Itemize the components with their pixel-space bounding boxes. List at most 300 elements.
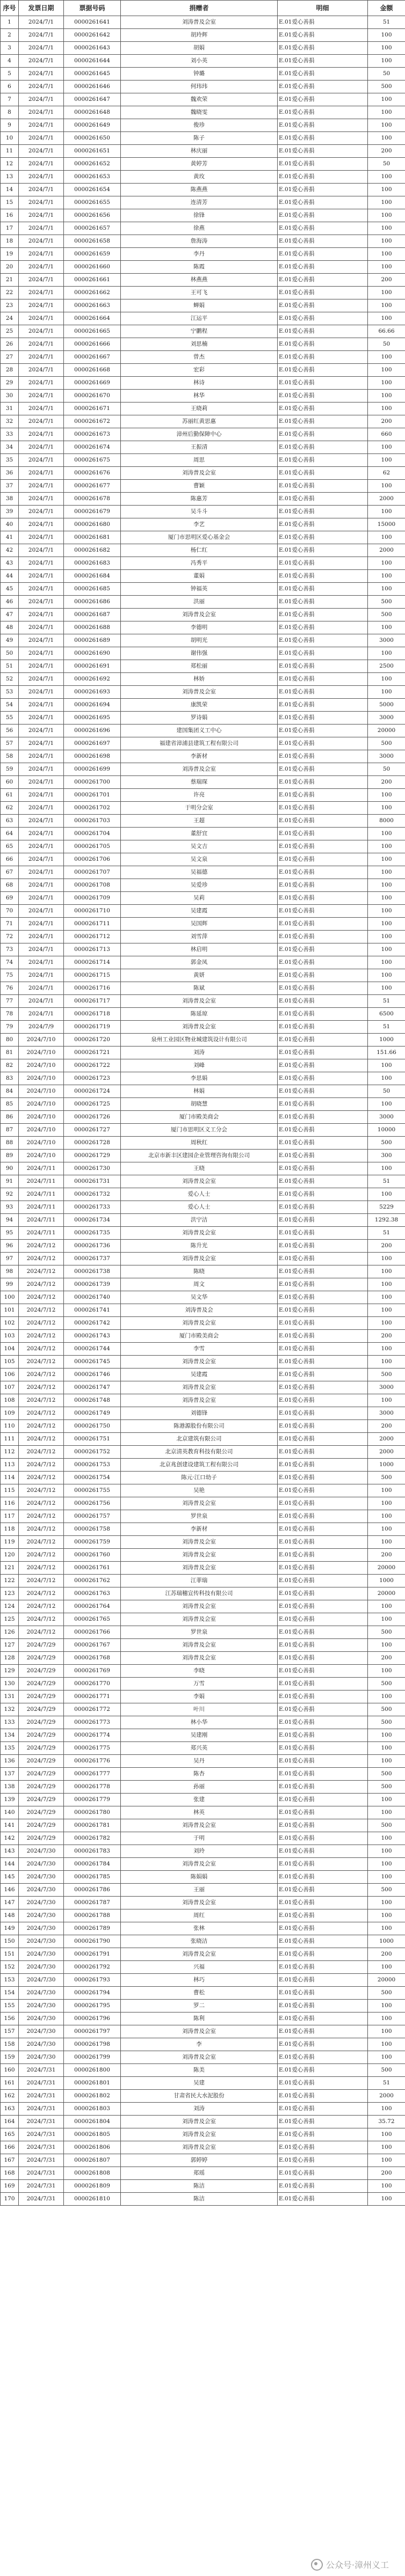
cell-amount: 100 [368, 1394, 405, 1407]
cell-detail: E.01爱心善捐 [278, 119, 368, 132]
table-row [1, 16, 405, 29]
table-row [1, 1781, 405, 1794]
cell-index: 121 [1, 1562, 19, 1575]
cell-index: 34 [1, 441, 19, 454]
cell-amount: 100 [368, 1729, 405, 1742]
cell-amount: 3000 [368, 712, 405, 724]
cell-receipt-number: 0000261641 [64, 16, 121, 29]
table-row [1, 1008, 405, 1021]
cell-amount: 200 [368, 1549, 405, 1562]
cell-receipt-number: 0000261722 [64, 1059, 121, 1072]
cell-receipt-number: 0000261677 [64, 480, 121, 493]
cell-index: 40 [1, 518, 19, 531]
table-row [1, 892, 405, 905]
cell-index: 128 [1, 1652, 19, 1665]
cell-index: 59 [1, 763, 19, 776]
cell-detail: E.01爱心善捐 [278, 1768, 368, 1781]
cell-receipt-number: 0000261651 [64, 145, 121, 158]
cell-detail: E.01爱心善捐 [278, 364, 368, 377]
cell-amount: 100 [368, 2141, 405, 2154]
cell-invoice-date: 2024/7/1 [19, 570, 64, 583]
table-row [1, 918, 405, 931]
cell-detail: E.01爱心善捐 [278, 106, 368, 119]
watermark [308, 2557, 392, 2572]
table-row [1, 840, 405, 853]
cell-amount: 660 [368, 428, 405, 441]
cell-detail: E.01爱心善捐 [278, 377, 368, 390]
cell-receipt-number: 0000261775 [64, 1742, 121, 1755]
cell-invoice-date: 2024/7/1 [19, 905, 64, 918]
cell-amount: 100 [368, 55, 405, 68]
table-row [1, 1690, 405, 1703]
cell-index: 49 [1, 634, 19, 647]
cell-receipt-number: 0000261767 [64, 1639, 121, 1652]
header-amount: 金额 [368, 1, 405, 16]
cell-invoice-date: 2024/7/12 [19, 1549, 64, 1562]
cell-index: 36 [1, 467, 19, 480]
cell-donor: 厦门市思明区爱心基金会 [121, 531, 278, 544]
cell-amount: 100 [368, 402, 405, 415]
cell-index: 56 [1, 724, 19, 737]
cell-index: 150 [1, 1935, 19, 1948]
cell-receipt-number: 0000261653 [64, 171, 121, 184]
cell-invoice-date: 2024/7/12 [19, 1484, 64, 1497]
cell-index: 156 [1, 2012, 19, 2025]
cell-invoice-date: 2024/7/10 [19, 1046, 64, 1059]
cell-detail: E.01爱心善捐 [278, 441, 368, 454]
cell-detail: E.01爱心善捐 [278, 390, 368, 402]
cell-index: 92 [1, 1188, 19, 1201]
table-row [1, 1098, 405, 1111]
cell-donor: 漳州后勤保障中心 [121, 428, 278, 441]
cell-index: 160 [1, 2064, 19, 2077]
cell-index: 113 [1, 1459, 19, 1472]
cell-receipt-number: 0000261805 [64, 2128, 121, 2141]
cell-donor: 兴福 [121, 1961, 278, 1974]
cell-index: 93 [1, 1201, 19, 1214]
cell-amount: 20000 [368, 1562, 405, 1575]
table-row [1, 609, 405, 621]
cell-donor: 厦门市殿美商会 [121, 1111, 278, 1124]
cell-amount: 100 [368, 557, 405, 570]
cell-receipt-number: 0000261793 [64, 1974, 121, 1987]
cell-receipt-number: 0000261747 [64, 1381, 121, 1394]
cell-amount: 100 [368, 235, 405, 248]
cell-donor: 刘涛普及会室 [121, 686, 278, 699]
cell-detail: E.01爱心善捐 [278, 943, 368, 956]
cell-index: 12 [1, 158, 19, 171]
cell-index: 133 [1, 1716, 19, 1729]
cell-donor: 何玮玮 [121, 80, 278, 93]
cell-amount: 5000 [368, 699, 405, 712]
cell-invoice-date: 2024/7/1 [19, 969, 64, 982]
cell-index: 13 [1, 171, 19, 184]
cell-index: 134 [1, 1729, 19, 1742]
cell-index: 51 [1, 660, 19, 673]
cell-invoice-date: 2024/7/1 [19, 544, 64, 557]
cell-detail: E.01爱心善捐 [278, 1304, 368, 1317]
table-row [1, 209, 405, 222]
cell-amount: 20000 [368, 1587, 405, 1600]
cell-amount: 100 [368, 1600, 405, 1613]
cell-index: 161 [1, 2077, 19, 2090]
cell-donor: 陈霞 [121, 261, 278, 274]
cell-detail: E.01爱心善捐 [278, 1575, 368, 1587]
cell-invoice-date: 2024/7/1 [19, 415, 64, 428]
cell-receipt-number: 0000261780 [64, 1806, 121, 1819]
cell-receipt-number: 0000261669 [64, 377, 121, 390]
cell-invoice-date: 2024/7/12 [19, 1600, 64, 1613]
cell-index: 138 [1, 1781, 19, 1794]
cell-detail: E.01爱心善捐 [278, 132, 368, 145]
cell-index: 88 [1, 1137, 19, 1150]
cell-receipt-number: 0000261661 [64, 274, 121, 287]
table-row [1, 1549, 405, 1562]
table-row [1, 1188, 405, 1201]
cell-index: 61 [1, 789, 19, 802]
cell-invoice-date: 2024/7/12 [19, 1394, 64, 1407]
cell-receipt-number: 0000261788 [64, 1909, 121, 1922]
cell-index: 42 [1, 544, 19, 557]
table-row [1, 1639, 405, 1652]
cell-donor: 李娟 [121, 1690, 278, 1703]
cell-index: 154 [1, 1987, 19, 2000]
cell-amount: 20000 [368, 724, 405, 737]
cell-amount: 100 [368, 647, 405, 660]
cell-receipt-number: 0000261668 [64, 364, 121, 377]
cell-donor: 罗二 [121, 2000, 278, 2012]
cell-index: 152 [1, 1961, 19, 1974]
cell-amount: 100 [368, 1278, 405, 1291]
cell-donor: 刘涛普及会室 [121, 1175, 278, 1188]
cell-receipt-number: 0000261645 [64, 68, 121, 80]
cell-invoice-date: 2024/7/1 [19, 287, 64, 299]
cell-detail: E.01爱心善捐 [278, 351, 368, 364]
cell-invoice-date: 2024/7/1 [19, 802, 64, 815]
cell-receipt-number: 0000261778 [64, 1781, 121, 1794]
cell-invoice-date: 2024/7/11 [19, 1188, 64, 1201]
cell-amount: 100 [368, 1909, 405, 1922]
cell-detail: E.01爱心善捐 [278, 2141, 368, 2154]
cell-donor: 江菲瑞 [121, 1575, 278, 1587]
cell-receipt-number: 0000261644 [64, 55, 121, 68]
cell-amount: 66.66 [368, 325, 405, 338]
cell-receipt-number: 0000261729 [64, 1150, 121, 1162]
cell-index: 55 [1, 712, 19, 724]
cell-index: 87 [1, 1124, 19, 1137]
cell-invoice-date: 2024/7/1 [19, 209, 64, 222]
cell-donor: 刘涛普及会室 [121, 1897, 278, 1909]
cell-detail: E.01爱心善捐 [278, 1459, 368, 1472]
cell-amount: 100 [368, 454, 405, 467]
cell-detail: E.01爱心善捐 [278, 480, 368, 493]
cell-invoice-date: 2024/7/1 [19, 364, 64, 377]
cell-invoice-date: 2024/7/1 [19, 42, 64, 55]
cell-index: 84 [1, 1085, 19, 1098]
cell-amount: 500 [368, 2064, 405, 2077]
cell-invoice-date: 2024/7/11 [19, 1175, 64, 1188]
cell-index: 162 [1, 2090, 19, 2103]
cell-amount: 100 [368, 1794, 405, 1806]
cell-index: 10 [1, 132, 19, 145]
cell-amount: 51 [368, 1227, 405, 1240]
cell-receipt-number: 0000261701 [64, 789, 121, 802]
cell-invoice-date: 2024/7/29 [19, 1690, 64, 1703]
cell-invoice-date: 2024/7/9 [19, 1021, 64, 1034]
table-row [1, 2025, 405, 2038]
cell-donor: 刘涛普及会 [121, 1304, 278, 1317]
table-row [1, 1935, 405, 1948]
cell-receipt-number: 0000261800 [64, 2064, 121, 2077]
cell-donor: 江运平 [121, 312, 278, 325]
cell-invoice-date: 2024/7/1 [19, 196, 64, 209]
table-row [1, 132, 405, 145]
cell-receipt-number: 0000261771 [64, 1690, 121, 1703]
cell-receipt-number: 0000261709 [64, 892, 121, 905]
cell-index: 26 [1, 338, 19, 351]
cell-receipt-number: 0000261756 [64, 1497, 121, 1510]
table-row [1, 2193, 405, 2206]
table-row [1, 1716, 405, 1729]
cell-invoice-date: 2024/7/31 [19, 2193, 64, 2206]
cell-index: 163 [1, 2103, 19, 2116]
cell-invoice-date: 2024/7/30 [19, 1961, 64, 1974]
cell-donor: 黄婷芳 [121, 158, 278, 171]
cell-detail: E.01爱心善捐 [278, 1871, 368, 1884]
cell-amount: 50 [368, 338, 405, 351]
table-row [1, 2012, 405, 2025]
cell-invoice-date: 2024/7/1 [19, 248, 64, 261]
cell-receipt-number: 0000261694 [64, 699, 121, 712]
cell-donor: 刘涛普及会室 [121, 1549, 278, 1562]
table-row [1, 699, 405, 712]
cell-receipt-number: 0000261807 [64, 2154, 121, 2167]
table-row [1, 235, 405, 248]
cell-index: 33 [1, 428, 19, 441]
cell-receipt-number: 0000261745 [64, 1356, 121, 1368]
cell-donor: 刘涛普及会室 [121, 1227, 278, 1240]
cell-index: 120 [1, 1549, 19, 1562]
cell-invoice-date: 2024/7/12 [19, 1407, 64, 1420]
cell-receipt-number: 0000261781 [64, 1819, 121, 1832]
cell-invoice-date: 2024/7/1 [19, 402, 64, 415]
cell-invoice-date: 2024/7/1 [19, 931, 64, 943]
cell-receipt-number: 0000261796 [64, 2012, 121, 2025]
cell-donor: 李新材 [121, 750, 278, 763]
table-row [1, 1420, 405, 1433]
cell-donor: 陈斌 [121, 982, 278, 995]
cell-amount: 500 [368, 1678, 405, 1690]
cell-invoice-date: 2024/7/12 [19, 1343, 64, 1356]
cell-receipt-number: 0000261726 [64, 1111, 121, 1124]
cell-amount: 100 [368, 299, 405, 312]
cell-detail: E.01爱心善捐 [278, 1665, 368, 1678]
cell-invoice-date: 2024/7/10 [19, 1150, 64, 1162]
cell-receipt-number: 0000261769 [64, 1665, 121, 1678]
cell-detail: E.01爱心善捐 [278, 2051, 368, 2064]
cell-receipt-number: 0000261751 [64, 1433, 121, 1446]
cell-detail: E.01爱心善捐 [278, 1819, 368, 1832]
cell-receipt-number: 0000261808 [64, 2167, 121, 2180]
cell-amount: 100 [368, 1291, 405, 1304]
cell-detail: E.01爱心善捐 [278, 557, 368, 570]
header-detail: 明细 [278, 1, 368, 16]
cell-detail: E.01爱心善捐 [278, 1072, 368, 1085]
cell-detail: E.01爱心善捐 [278, 1884, 368, 1897]
cell-receipt-number: 0000261691 [64, 660, 121, 673]
cell-donor: 宏彩 [121, 364, 278, 377]
cell-amount: 100 [368, 892, 405, 905]
cell-amount: 200 [368, 145, 405, 158]
cell-detail: E.01爱心善捐 [278, 1253, 368, 1265]
cell-amount: 151.66 [368, 1046, 405, 1059]
table-row [1, 2000, 405, 2012]
cell-invoice-date: 2024/7/10 [19, 1111, 64, 1124]
cell-index: 35 [1, 454, 19, 467]
cell-donor: 徐燕 [121, 222, 278, 235]
cell-invoice-date: 2024/7/29 [19, 1665, 64, 1678]
cell-detail: E.01爱心善捐 [278, 1162, 368, 1175]
cell-invoice-date: 2024/7/1 [19, 660, 64, 673]
cell-index: 144 [1, 1858, 19, 1871]
cell-index: 43 [1, 557, 19, 570]
cell-donor: 刘涛普及会室 [121, 1317, 278, 1330]
cell-donor: 张林 [121, 1922, 278, 1935]
cell-receipt-number: 0000261699 [64, 763, 121, 776]
cell-receipt-number: 0000261766 [64, 1626, 121, 1639]
cell-donor: 孙丽 [121, 1781, 278, 1794]
cell-index: 30 [1, 390, 19, 402]
cell-receipt-number: 0000261731 [64, 1175, 121, 1188]
cell-amount: 2000 [368, 493, 405, 506]
cell-donor: 黄妍 [121, 969, 278, 982]
cell-index: 124 [1, 1600, 19, 1613]
cell-donor: 刘涛普及会室 [121, 995, 278, 1008]
cell-detail: E.01爱心善捐 [278, 1330, 368, 1343]
cell-receipt-number: 0000261643 [64, 42, 121, 55]
cell-receipt-number: 0000261697 [64, 737, 121, 750]
cell-donor: 刘涛普及会室 [121, 2051, 278, 2064]
cell-receipt-number: 0000261695 [64, 712, 121, 724]
cell-invoice-date: 2024/7/1 [19, 312, 64, 325]
cell-invoice-date: 2024/7/29 [19, 1729, 64, 1742]
table-row [1, 2141, 405, 2154]
cell-amount: 100 [368, 119, 405, 132]
cell-index: 145 [1, 1871, 19, 1884]
table-row [1, 351, 405, 364]
cell-amount: 100 [368, 1845, 405, 1858]
cell-detail: E.01爱心善捐 [278, 1188, 368, 1201]
cell-amount: 100 [368, 931, 405, 943]
cell-detail: E.01爱心善捐 [278, 763, 368, 776]
cell-invoice-date: 2024/7/1 [19, 596, 64, 609]
cell-amount: 100 [368, 621, 405, 634]
cell-donor: 厦门市思明区义工分会 [121, 1124, 278, 1137]
cell-amount: 3000 [368, 750, 405, 763]
cell-detail: E.01爱心善捐 [278, 724, 368, 737]
cell-invoice-date: 2024/7/31 [19, 2077, 64, 2090]
cell-invoice-date: 2024/7/1 [19, 390, 64, 402]
cell-donor: 吴建 [121, 2077, 278, 2090]
table-row [1, 29, 405, 42]
cell-detail: E.01爱心善捐 [278, 16, 368, 29]
table-row [1, 596, 405, 609]
cell-index: 155 [1, 2000, 19, 2012]
cell-donor: 林庆丽 [121, 145, 278, 158]
cell-amount: 8000 [368, 815, 405, 828]
cell-donor: 吴福德 [121, 866, 278, 879]
cell-amount: 3000 [368, 1381, 405, 1394]
table-row [1, 802, 405, 815]
cell-receipt-number: 0000261744 [64, 1343, 121, 1356]
cell-index: 85 [1, 1098, 19, 1111]
cell-donor: 林娟 [121, 1085, 278, 1098]
cell-donor: 胡明光 [121, 634, 278, 647]
cell-invoice-date: 2024/7/1 [19, 763, 64, 776]
table-row [1, 1317, 405, 1330]
cell-amount: 100 [368, 390, 405, 402]
cell-receipt-number: 0000261748 [64, 1394, 121, 1407]
cell-invoice-date: 2024/7/1 [19, 609, 64, 621]
cell-detail: E.01爱心善捐 [278, 1562, 368, 1575]
cell-detail: E.01爱心善捐 [278, 1845, 368, 1858]
cell-donor: 泉州工业园区物业城建筑设计有限公司 [121, 1034, 278, 1046]
cell-invoice-date: 2024/7/11 [19, 1201, 64, 1214]
cell-detail: E.01爱心善捐 [278, 2025, 368, 2038]
cell-donor: 刘涛普及会室 [121, 1021, 278, 1034]
cell-invoice-date: 2024/7/1 [19, 171, 64, 184]
cell-donor: 冯秀平 [121, 557, 278, 570]
table-row [1, 673, 405, 686]
table-row [1, 518, 405, 531]
cell-invoice-date: 2024/7/1 [19, 750, 64, 763]
cell-index: 18 [1, 235, 19, 248]
cell-invoice-date: 2024/7/1 [19, 299, 64, 312]
cell-detail: E.01爱心善捐 [278, 2064, 368, 2077]
cell-invoice-date: 2024/7/30 [19, 1909, 64, 1922]
cell-detail: E.01爱心善捐 [278, 712, 368, 724]
cell-amount: 100 [368, 583, 405, 596]
cell-detail: E.01爱心善捐 [278, 621, 368, 634]
cell-amount: 100 [368, 673, 405, 686]
cell-invoice-date: 2024/7/1 [19, 428, 64, 441]
cell-detail: E.01爱心善捐 [278, 1472, 368, 1484]
table-row [1, 621, 405, 634]
cell-invoice-date: 2024/7/1 [19, 351, 64, 364]
cell-receipt-number: 0000261655 [64, 196, 121, 209]
cell-detail: E.01爱心善捐 [278, 1240, 368, 1253]
cell-amount: 100 [368, 1162, 405, 1175]
cell-receipt-number: 0000261786 [64, 1884, 121, 1897]
cell-receipt-number: 0000261659 [64, 248, 121, 261]
cell-detail: E.01爱心善捐 [278, 2038, 368, 2051]
cell-donor: 黄玫 [121, 171, 278, 184]
cell-donor: 曹颖 [121, 480, 278, 493]
cell-invoice-date: 2024/7/1 [19, 119, 64, 132]
table-row [1, 1703, 405, 1716]
table-row [1, 1858, 405, 1871]
cell-detail: E.01爱心善捐 [278, 2077, 368, 2090]
cell-amount: 100 [368, 2051, 405, 2064]
cell-index: 44 [1, 570, 19, 583]
cell-invoice-date: 2024/7/12 [19, 1433, 64, 1446]
cell-invoice-date: 2024/7/31 [19, 2141, 64, 2154]
cell-amount: 100 [368, 879, 405, 892]
cell-receipt-number: 0000261759 [64, 1536, 121, 1549]
cell-index: 76 [1, 982, 19, 995]
cell-detail: E.01爱心善捐 [278, 840, 368, 853]
cell-index: 37 [1, 480, 19, 493]
